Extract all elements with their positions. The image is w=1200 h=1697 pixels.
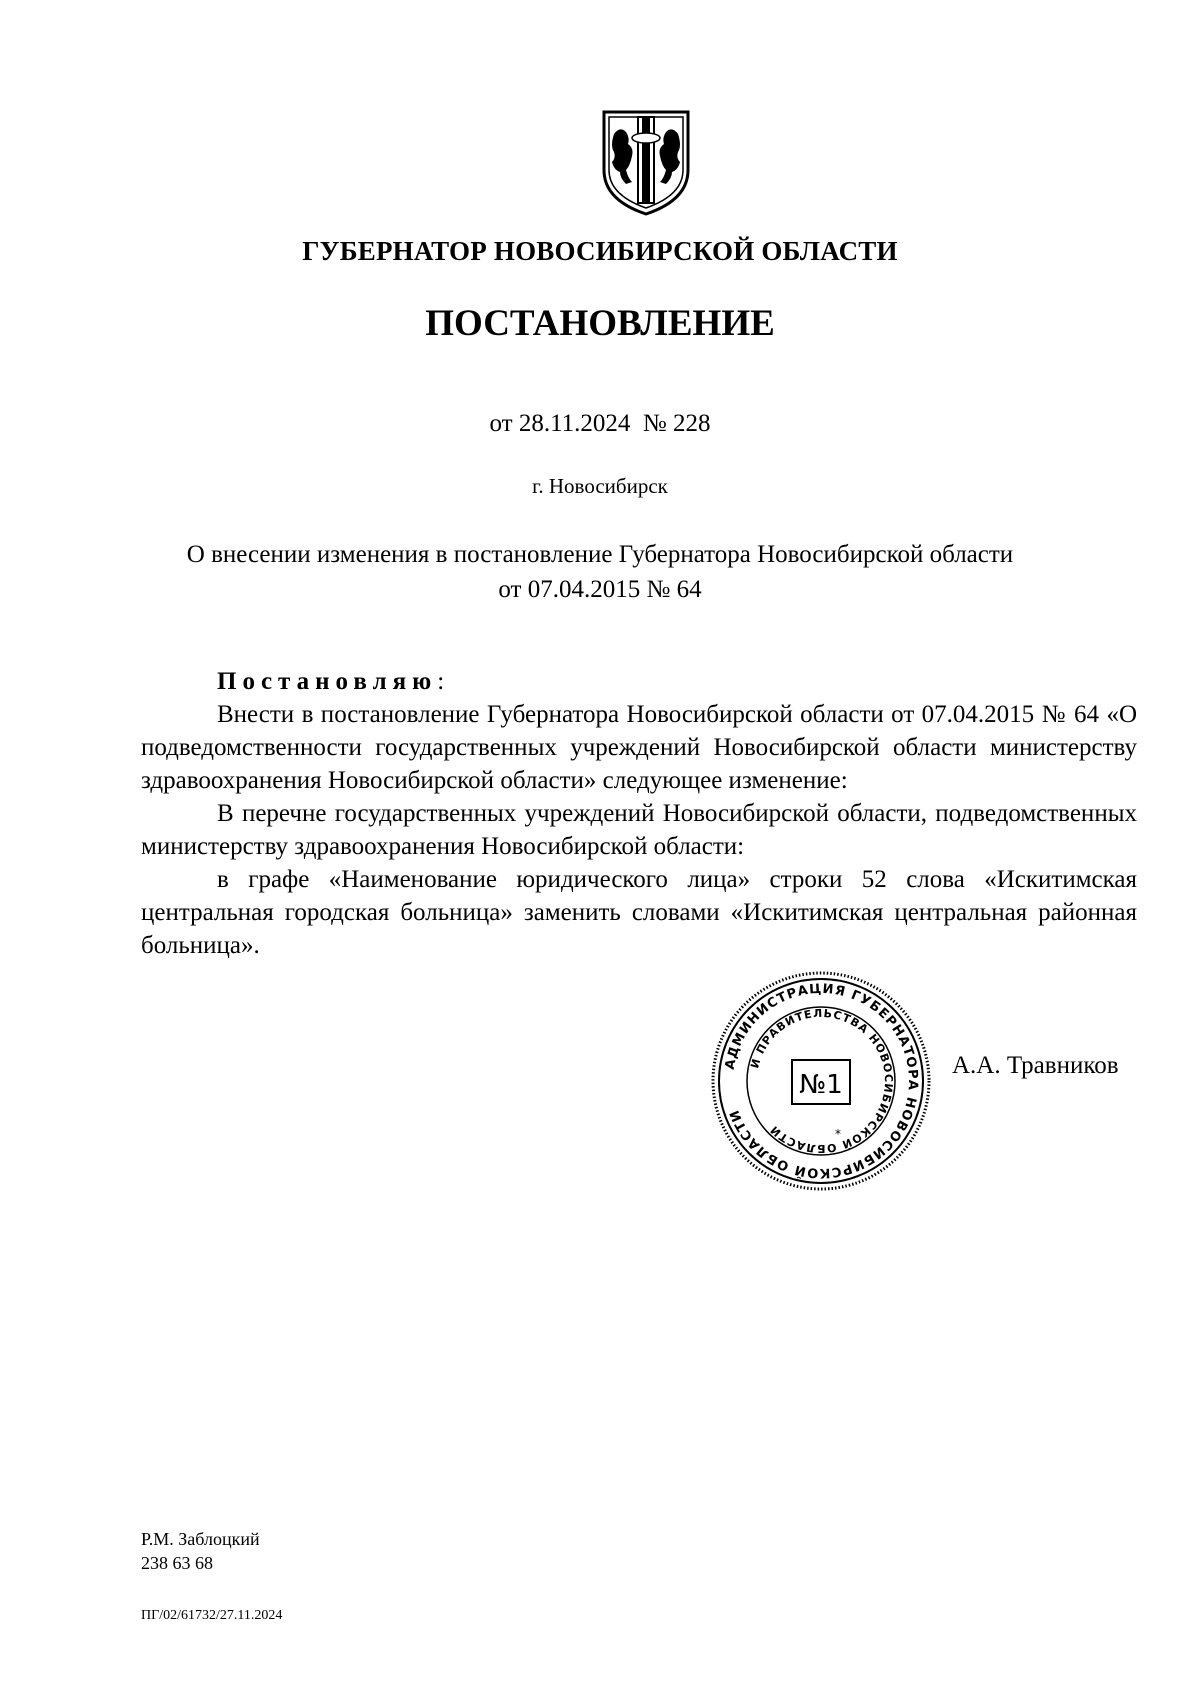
registration-number: ПГ/02/61732/27.11.2024 (141, 1608, 283, 1623)
document-number: № 228 (642, 410, 711, 437)
executor-name: Р.М. Заблоцкий (141, 1529, 260, 1549)
body-paragraph: в графе «Наименование юридического лица» строки 52 слова «Искитимская центральная городская больница» заменить словами «Искитимская центральная районная больница». (141, 866, 1137, 959)
document-body (141, 665, 1137, 962)
executor-block (141, 1527, 260, 1575)
organization-title: ГУБЕРНАТОР НОВОСИБИРСКОЙ ОБЛАСТИ (302, 236, 898, 266)
document-city: г. Новосибирск (532, 474, 668, 498)
document-date: 28.11.2024 (518, 410, 631, 437)
resolve-word: Постановляю (217, 668, 438, 695)
body-paragraph: Внести в постановление Губернатора Новосибирской области от 07.04.2015 № 64 «О подведомственности государственных учреждений Новосибирской области министерству здравоохранения Новосибирской области» следующее изменение: (141, 701, 1137, 794)
subject-line-1: О внесении изменения в постановление Губернатора Новосибирской области (186, 541, 1014, 568)
document-date-number (0, 410, 1200, 438)
signer-name: А.А. Травников (952, 1052, 1119, 1079)
body-paragraph: В перечне государственных учреждений Новосибирской области, подведомственных министерству здравоохранения Новосибирской области: (141, 800, 1137, 860)
seal-star-icon: * (835, 1127, 841, 1141)
subject-line-2: от 07.04.2015 № 64 (498, 576, 702, 603)
resolve-colon: : (437, 668, 445, 695)
seal-outer-text: АДМИНИСТРАЦИЯ ГУБЕРНАТОРА НОВОСИБИРСКОЙ ОБЛАСТИ (722, 981, 921, 1181)
executor-phone: 238 63 68 (141, 1553, 213, 1573)
seal-inner-text: И ПРАВИТЕЛЬСТВА НОВОСИБИРСКОЙ ОБЛАСТИ (748, 1006, 896, 1156)
resolve-line (141, 665, 1137, 698)
official-seal-stamp (710, 970, 932, 1192)
seal-center-number: №1 (799, 1070, 843, 1100)
document-subject (0, 537, 1200, 607)
date-prefix: от (489, 410, 513, 437)
coat-of-arms-emblem (600, 108, 692, 218)
document-type: ПОСТАНОВЛЕНИЕ (425, 303, 775, 344)
